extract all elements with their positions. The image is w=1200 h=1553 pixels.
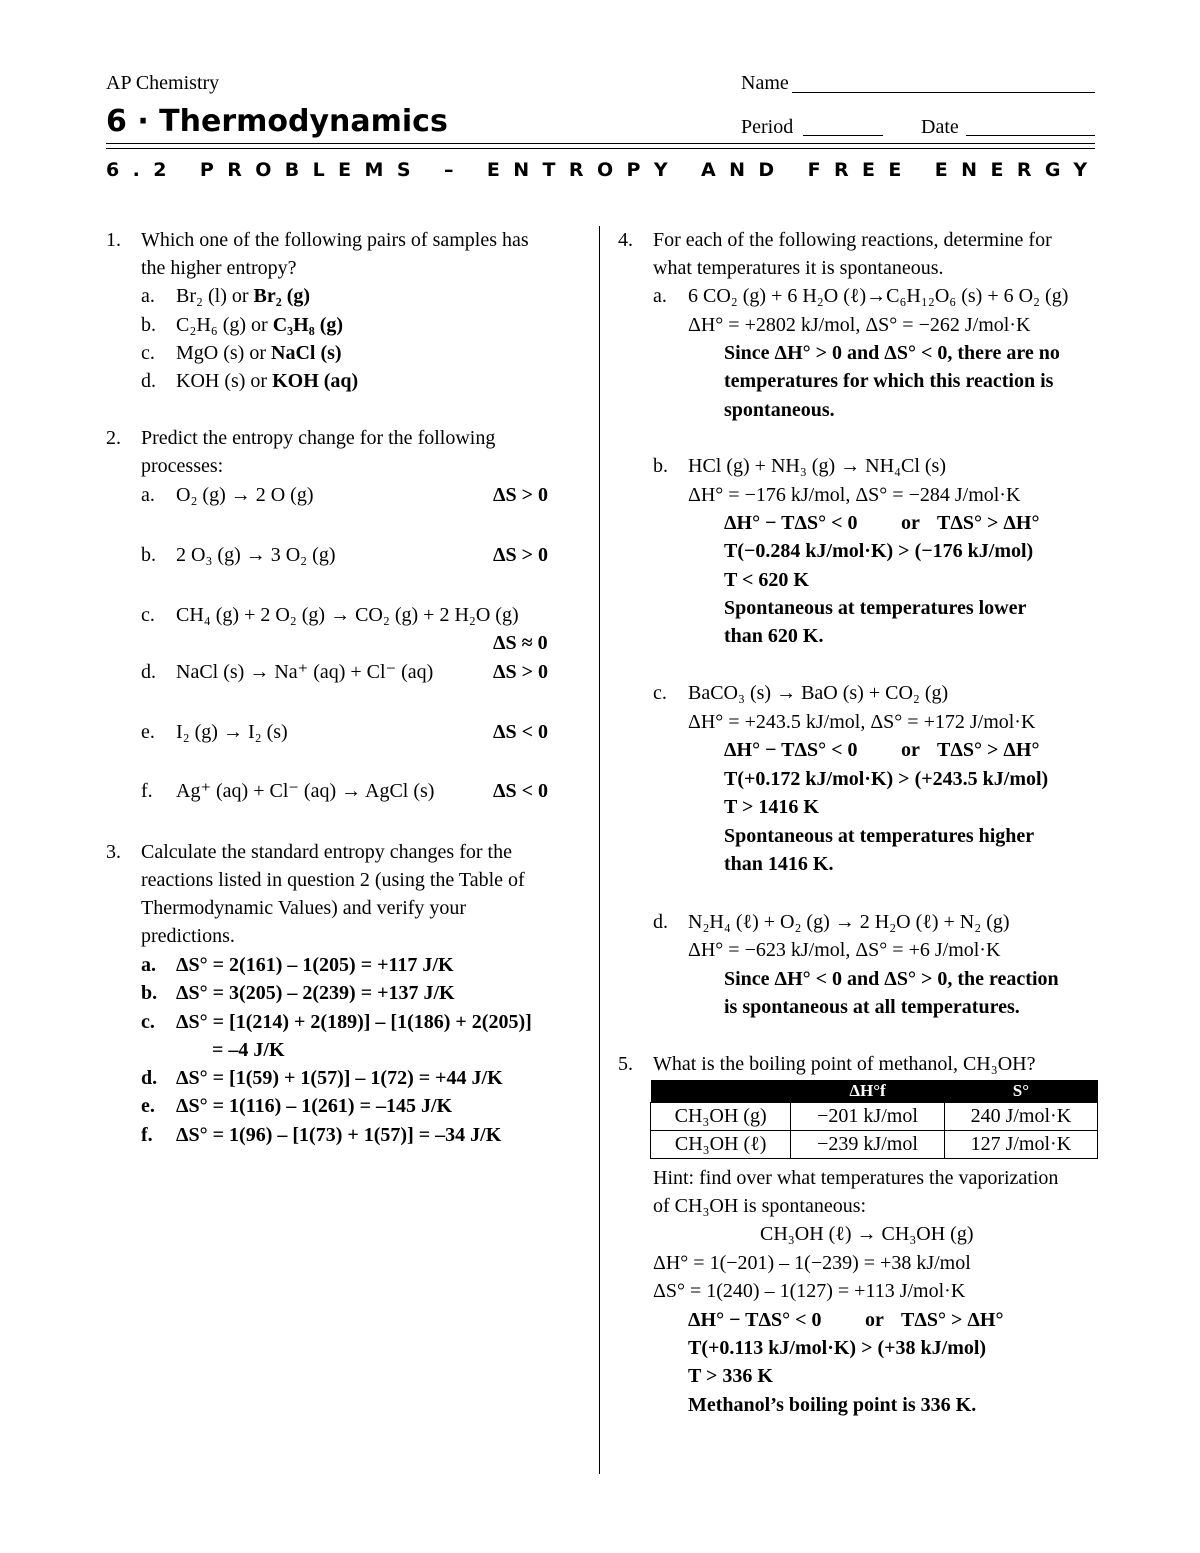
question-number: 3.: [106, 841, 121, 863]
item-answer: T(+0.113 kJ/mol·K) > (+38 kJ/mol): [688, 1337, 987, 1359]
item-reaction: NaCl (s) → Na⁺ (aq) + Cl⁻ (aq): [176, 661, 434, 683]
condition-left: ΔH° − TΔS° < 0: [724, 739, 858, 761]
item-answer: T(+0.172 kJ/mol·K) > (+243.5 kJ/mol): [724, 768, 1049, 790]
item-reaction: CH₄ (g) + 2 O₂ (g) → CO₂ (g) + 2 H₂O (g): [176, 604, 519, 626]
item-reaction: I₂ (g) → I₂ (s): [176, 721, 288, 743]
table-cell: −201 kJ/mol: [791, 1103, 944, 1131]
section-subtitle: 6.2 PROBLEMS – ENTROPY AND FREE ENERGY: [106, 159, 1101, 181]
item-label: e.: [141, 721, 155, 743]
delta-h-calc: ΔH° = 1(−201) – 1(−239) = +38 kJ/mol: [653, 1252, 971, 1274]
item-answer: ΔS° = 1(96) – [1(73) + 1(57)] = –34 J/K: [176, 1124, 502, 1146]
column-header: [651, 1080, 791, 1103]
question-text: Which one of the following pairs of samples has: [141, 229, 529, 251]
item-reaction: BaCO₃ (s) → BaO (s) + CO₂ (g): [688, 682, 949, 704]
item-label: c.: [141, 342, 155, 364]
table-cell: −239 kJ/mol: [791, 1131, 944, 1159]
question-text: predictions.: [141, 925, 235, 947]
item-answer: Br₂ (g): [253, 285, 311, 307]
item-label: b.: [141, 982, 158, 1004]
question-text: Thermodynamic Values) and verify your: [141, 897, 467, 919]
question-text: what temperatures it is spontaneous.: [653, 257, 944, 279]
item-label: c.: [141, 1011, 155, 1033]
period-field-line[interactable]: [803, 135, 883, 136]
item-label: d.: [141, 370, 156, 392]
column-header: ΔH°f: [791, 1080, 944, 1103]
question-text: reactions listed in question 2 (using the Table of: [141, 869, 525, 891]
item-label: a.: [141, 484, 155, 506]
item-answer: ΔS > 0: [493, 484, 549, 506]
item-reaction: O₂ (g) → 2 O (g): [176, 484, 314, 506]
condition-left: ΔH° − TΔS° < 0: [688, 1309, 822, 1331]
item-answer: ΔS > 0: [493, 544, 549, 566]
item-reaction: HCl (g) + NH₃ (g) → NH₄Cl (s): [688, 455, 946, 477]
item-label: a.: [653, 285, 667, 307]
name-label: Name: [741, 72, 789, 94]
item-reaction: N₂H₄ (ℓ) + O₂ (g) → 2 H₂O (ℓ) + N₂ (g): [688, 911, 1010, 933]
item-answer: T(−0.284 kJ/mol·K) > (−176 kJ/mol): [724, 540, 1034, 562]
item-answer: KOH (aq): [272, 370, 359, 392]
date-field-line[interactable]: [966, 135, 1095, 136]
item-label: c.: [141, 604, 155, 626]
question-number: 2.: [106, 427, 121, 449]
item-answer: spontaneous.: [724, 399, 835, 421]
item-label: d.: [141, 1067, 158, 1089]
item-answer: Since ΔH° > 0 and ΔS° < 0, there are no: [724, 342, 1060, 364]
item-text: Br₂ (l) or: [176, 285, 254, 307]
item-answer: ΔS < 0: [493, 721, 549, 743]
item-label: d.: [141, 661, 156, 683]
item-answer: C₃H₈ (g): [272, 314, 344, 336]
item-label: f.: [141, 780, 153, 802]
condition-right: TΔS° > ΔH°: [937, 739, 1040, 761]
page-title: 6 · Thermodynamics: [106, 104, 448, 139]
condition-left: ΔH° − TΔS° < 0: [724, 512, 858, 534]
item-answer-continued: = –4 J/K: [212, 1039, 285, 1061]
item-answer: T > 1416 K: [724, 796, 819, 818]
delta-s-calc: ΔS° = 1(240) – 1(127) = +113 J/mol·K: [653, 1280, 966, 1302]
item-reaction: 6 CO₂ (g) + 6 H₂O (ℓ)→C₆H₁₂O₆ (s) + 6 O₂ (g): [688, 285, 1069, 307]
item-answer: NaCl (s): [271, 342, 342, 364]
question-text: processes:: [141, 455, 224, 477]
table-cell: 240 J/mol·K: [944, 1103, 1097, 1131]
header-rule-top: [106, 143, 1095, 144]
condition-or: or: [865, 1309, 884, 1331]
item-values: ΔH° = −623 kJ/mol, ΔS° = +6 J/mol·K: [688, 939, 1001, 961]
vaporization-reaction: CH₃OH (ℓ) → CH₃OH (g): [760, 1223, 974, 1245]
hint-text: Hint: find over what temperatures the vaporization: [653, 1167, 1059, 1189]
question-text: Predict the entropy change for the following: [141, 427, 496, 449]
question-text: For each of the following reactions, determine for: [653, 229, 1052, 251]
item-label: e.: [141, 1095, 155, 1117]
item-answer: Methanol’s boiling point is 336 K.: [688, 1394, 977, 1416]
item-answer: ΔS° = [1(214) + 2(189)] – [1(186) + 2(205)]: [176, 1011, 532, 1033]
question-text: What is the boiling point of methanol, CH₃OH?: [653, 1053, 1036, 1075]
list-item: [176, 339, 342, 367]
item-label: f.: [141, 1124, 153, 1146]
item-label: b.: [141, 314, 156, 336]
question-number: 4.: [618, 229, 633, 251]
item-answer: ΔS° = 1(116) – 1(261) = –145 J/K: [176, 1095, 453, 1117]
column-divider: [599, 226, 600, 1474]
item-label: b.: [141, 544, 156, 566]
question-number: 1.: [106, 229, 121, 251]
condition-or: or: [901, 512, 920, 534]
item-answer: temperatures for which this reaction is: [724, 370, 1054, 392]
course-name: AP Chemistry: [106, 72, 220, 94]
condition-right: TΔS° > ΔH°: [937, 512, 1040, 534]
item-answer: ΔS ≈ 0: [493, 632, 548, 654]
question-text: the higher entropy?: [141, 257, 297, 279]
condition-right: TΔS° > ΔH°: [901, 1309, 1004, 1331]
item-answer: than 620 K.: [724, 625, 824, 647]
question-number: 5.: [618, 1053, 633, 1075]
hint-text: of CH₃OH is spontaneous:: [653, 1195, 867, 1217]
question-text: Calculate the standard entropy changes for the: [141, 841, 512, 863]
thermo-data-table: [650, 1080, 1098, 1159]
item-answer: ΔS < 0: [493, 780, 549, 802]
list-item: [176, 311, 343, 339]
item-answer: T > 336 K: [688, 1365, 773, 1387]
item-answer: ΔS° = 2(161) – 1(205) = +117 J/K: [176, 954, 454, 976]
item-label: a.: [141, 954, 156, 976]
item-values: ΔH° = −176 kJ/mol, ΔS° = −284 J/mol·K: [688, 484, 1021, 506]
column-header: S°: [944, 1080, 1097, 1103]
item-answer: Spontaneous at temperatures higher: [724, 825, 1035, 847]
item-answer: ΔS > 0: [493, 661, 549, 683]
table-row: [651, 1131, 1098, 1159]
table-cell: CH₃OH (g): [651, 1103, 791, 1131]
item-values: ΔH° = +2802 kJ/mol, ΔS° = −262 J/mol·K: [688, 314, 1031, 336]
list-item: [176, 367, 358, 395]
item-answer: ΔS° = 3(205) – 2(239) = +137 J/K: [176, 982, 455, 1004]
item-answer: Since ΔH° < 0 and ΔS° > 0, the reaction: [724, 968, 1059, 990]
table-cell: CH₃OH (ℓ): [651, 1131, 791, 1159]
item-reaction: Ag⁺ (aq) + Cl⁻ (aq) → AgCl (s): [176, 780, 435, 802]
name-field-line[interactable]: [792, 92, 1095, 93]
item-label: c.: [653, 682, 667, 704]
list-item: [176, 282, 310, 310]
item-label: b.: [653, 455, 668, 477]
item-answer: ΔS° = [1(59) + 1(57)] – 1(72) = +44 J/K: [176, 1067, 503, 1089]
item-label: a.: [141, 285, 155, 307]
item-answer: T < 620 K: [724, 569, 809, 591]
item-text: MgO (s) or: [176, 342, 271, 364]
date-label: Date: [921, 116, 959, 138]
condition-or: or: [901, 739, 920, 761]
item-label: d.: [653, 911, 668, 933]
item-answer: Spontaneous at temperatures lower: [724, 597, 1027, 619]
period-label: Period: [741, 116, 794, 138]
item-text: C₂H₆ (g) or: [176, 314, 273, 336]
item-text: KOH (s) or: [176, 370, 273, 392]
item-values: ΔH° = +243.5 kJ/mol, ΔS° = +172 J/mol·K: [688, 711, 1036, 733]
item-reaction: 2 O₃ (g) → 3 O₂ (g): [176, 544, 336, 566]
table-header-row: [651, 1080, 1098, 1103]
table-row: [651, 1103, 1098, 1131]
item-answer: is spontaneous at all temperatures.: [724, 996, 1020, 1018]
header-rule-bottom: [106, 148, 1095, 149]
item-answer: than 1416 K.: [724, 853, 834, 875]
table-cell: 127 J/mol·K: [944, 1131, 1097, 1159]
